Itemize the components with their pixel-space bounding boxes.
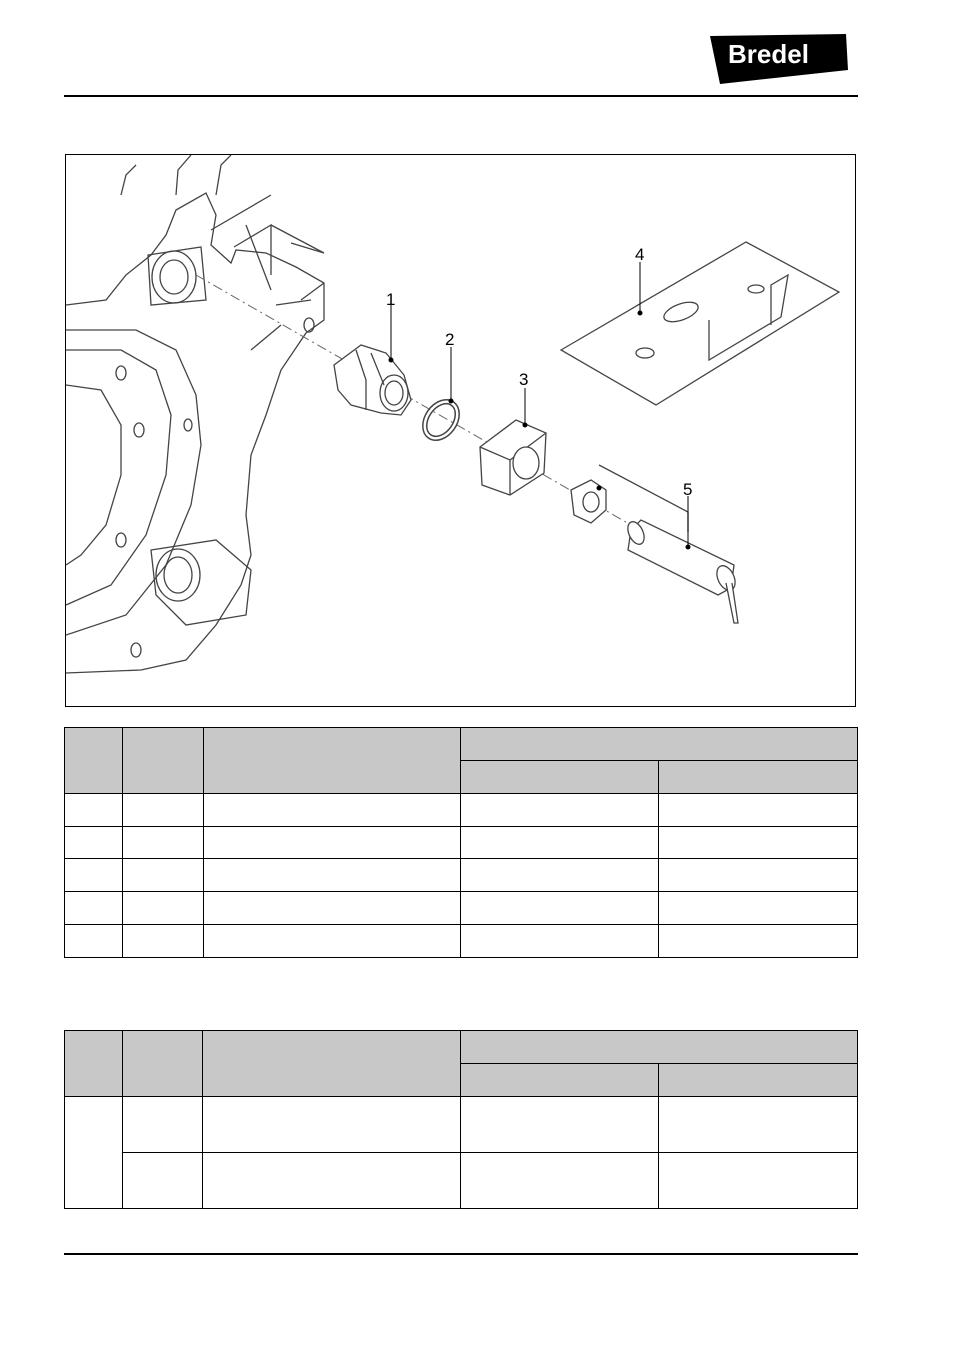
table-row — [65, 859, 858, 892]
header-cell — [461, 1031, 858, 1064]
table-header-row — [65, 728, 858, 761]
header-cell — [461, 728, 858, 761]
callout-1: 1 — [386, 290, 396, 309]
table-cell — [204, 925, 461, 958]
logo-shape — [708, 34, 848, 86]
table-cell — [204, 859, 461, 892]
table-cell — [204, 794, 461, 827]
table-cell — [123, 859, 204, 892]
table-cell — [659, 892, 858, 925]
table-cell — [204, 827, 461, 859]
table-cell — [659, 1153, 858, 1209]
header-cell — [659, 1064, 858, 1097]
header-cell — [65, 728, 123, 794]
part-1-plug — [334, 345, 411, 415]
part-2-o-ring — [415, 393, 466, 447]
part-5-pin-set — [571, 465, 739, 623]
table-cell — [123, 827, 204, 859]
footer-rule — [64, 1253, 858, 1255]
table-cell — [461, 827, 659, 859]
table-cell — [203, 1153, 461, 1209]
table-row — [65, 892, 858, 925]
header-cell — [123, 728, 204, 794]
table-cell — [123, 794, 204, 827]
table-row — [65, 925, 858, 958]
table-cell — [65, 859, 123, 892]
header-rule — [64, 95, 858, 97]
header-cell — [65, 1031, 123, 1097]
table-cell — [65, 827, 123, 859]
header-cell — [203, 1031, 461, 1097]
table-cell — [461, 1097, 659, 1153]
table-cell — [659, 794, 858, 827]
table-cell — [123, 1153, 203, 1209]
table-row — [65, 794, 858, 827]
callout-2: 2 — [445, 330, 455, 349]
assembly-axis — [196, 275, 631, 525]
table-cell — [203, 1097, 461, 1153]
table-cell — [65, 794, 123, 827]
table-cell — [461, 892, 659, 925]
part-4-bracket — [561, 242, 839, 405]
table-cell — [461, 794, 659, 827]
table-cell — [461, 859, 659, 892]
table-cell — [204, 892, 461, 925]
callout-3: 3 — [519, 370, 529, 389]
table-row — [65, 1097, 858, 1153]
parts-table-bottom — [64, 1030, 858, 1209]
table-cell — [461, 1153, 659, 1209]
parts-drawing — [66, 155, 857, 708]
table-row — [65, 1153, 858, 1209]
table-cell — [659, 827, 858, 859]
pump-housing — [66, 155, 324, 673]
table-cell — [659, 859, 858, 892]
exploded-view-figure — [65, 154, 856, 707]
logo-text: Bredel — [728, 39, 809, 69]
header-cell — [461, 1064, 659, 1097]
bredel-logo — [708, 34, 848, 86]
table-cell — [65, 925, 123, 958]
header-cell — [204, 728, 461, 794]
table-row — [65, 827, 858, 859]
callout-5: 5 — [683, 480, 693, 499]
table-cell — [461, 925, 659, 958]
header-cell — [461, 761, 659, 794]
header-cell — [659, 761, 858, 794]
table-cell — [123, 892, 204, 925]
callout-4: 4 — [635, 245, 645, 264]
table-header-row — [65, 1031, 858, 1064]
parts-table-top — [64, 727, 858, 958]
table-cell — [123, 1097, 203, 1153]
part-3-block — [480, 420, 546, 495]
table-cell — [659, 1097, 858, 1153]
header-cell — [123, 1031, 203, 1097]
table-cell — [659, 925, 858, 958]
table-cell — [65, 1097, 123, 1209]
table-cell — [123, 925, 204, 958]
table-cell — [65, 892, 123, 925]
